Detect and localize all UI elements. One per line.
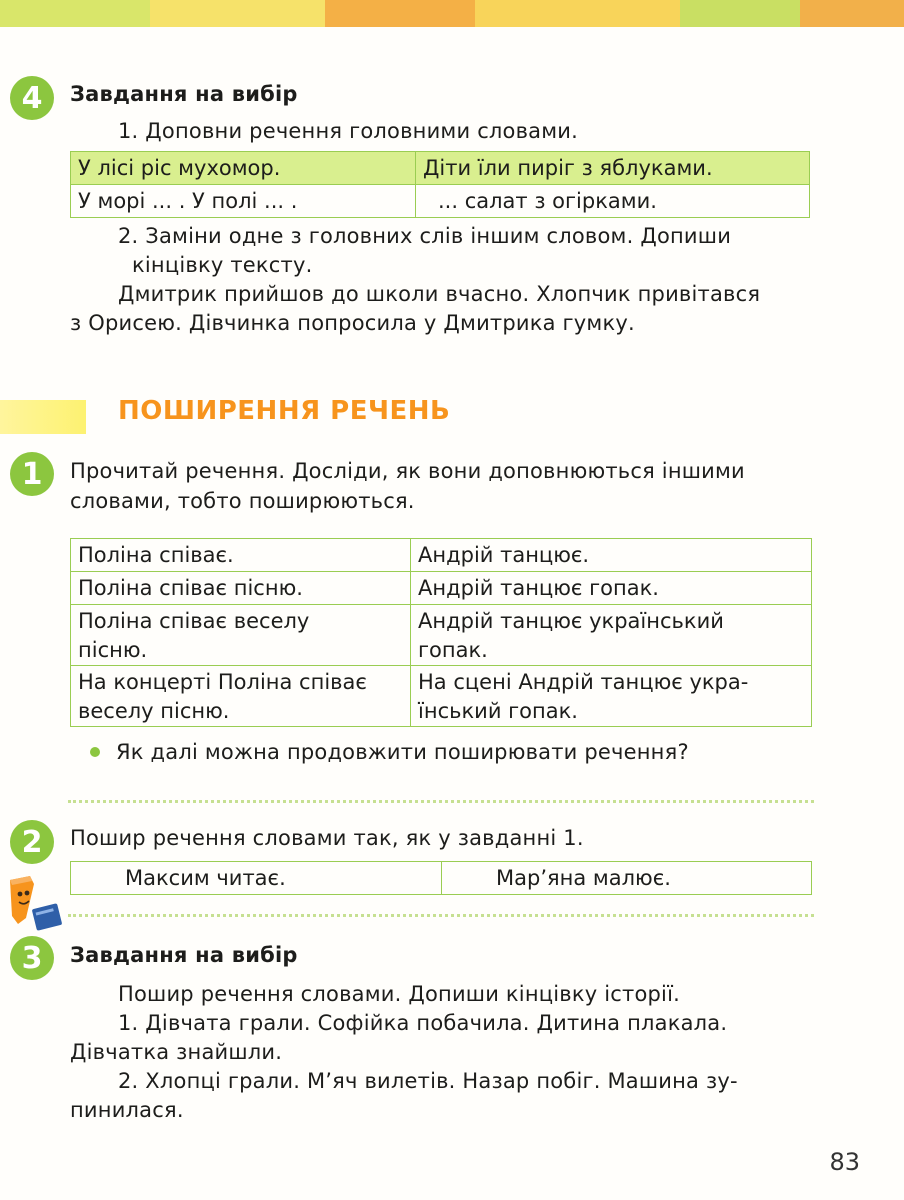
- task-item-2-cont: кінцівку тексту.: [132, 253, 313, 277]
- page-number: 83: [829, 1148, 860, 1176]
- dotted-divider: [68, 800, 814, 803]
- table-cell: Діти їли пиріг з яблуками.: [416, 152, 810, 185]
- task-title: Завдання на вибір: [70, 943, 298, 967]
- section-title: ПОШИРЕННЯ РЕЧЕНЬ: [118, 396, 451, 426]
- task-intro: Пошир речення словами. Допиши кінцівку історії.: [118, 982, 681, 1006]
- question-text: Як далі можна продовжити поширювати речення?: [116, 740, 689, 764]
- table-cell: [411, 605, 812, 666]
- table-cell: Поліна співає пісню.: [71, 572, 411, 605]
- table-cell: Андрій танцює гопак.: [411, 572, 812, 605]
- task4-table: [70, 151, 810, 218]
- table-cell: [71, 605, 411, 666]
- top-bar-segment: [800, 0, 904, 27]
- task-item-2: 2. Заміни одне з головних слів іншим словом. Допиши: [118, 224, 732, 248]
- pencil-book-icon: [4, 872, 66, 934]
- cell-line: Андрій танцює український: [418, 609, 724, 633]
- table-cell: [71, 666, 411, 727]
- task-item-1-cont: Дівчатка знайшли.: [70, 1040, 283, 1064]
- bullet-icon: [90, 747, 100, 757]
- table-row: [71, 862, 812, 895]
- table-cell: У лісі ріс мухомор.: [71, 152, 416, 185]
- cell-line: пісню.: [78, 638, 148, 662]
- task-text: Дмитрик прийшов до школи вчасно. Хлопчик привітався: [118, 282, 761, 306]
- table-row: [71, 152, 810, 185]
- table-row: [71, 572, 812, 605]
- task-number-badge: 1: [10, 452, 54, 496]
- table-row: [71, 666, 812, 727]
- cell-line: На концерті Поліна співає: [78, 670, 367, 694]
- table-cell: Максим читає.: [71, 862, 442, 895]
- task-text-cont: з Орисею. Дівчинка попросила у Дмитрика гумку.: [70, 311, 635, 335]
- heading-highlight: [0, 400, 86, 434]
- table-row: [71, 185, 810, 218]
- top-bar-segment: [475, 0, 680, 27]
- table-cell: Поліна співає.: [71, 539, 411, 572]
- cell-line: їнський гопак.: [418, 699, 578, 723]
- dotted-divider: [68, 914, 814, 917]
- task-item-2: 2. Хлопці грали. М’яч вилетів. Назар побіг. Машина зу-: [118, 1069, 738, 1093]
- table-cell: [411, 666, 812, 727]
- task-instruction: Прочитай речення. Досліди, як вони доповнюються іншими: [70, 459, 745, 483]
- top-bar-segment: [325, 0, 475, 27]
- cell-line: Поліна співає веселу: [78, 609, 310, 633]
- task-item-1: 1. Доповни речення головними словами.: [118, 119, 579, 143]
- task-number-badge: 2: [10, 820, 54, 864]
- top-color-bar: [0, 0, 904, 27]
- table-cell: ... салат з огірками.: [416, 185, 810, 218]
- task-instruction-cont: словами, тобто поширюються.: [70, 489, 415, 513]
- task-number-badge: 4: [10, 76, 54, 120]
- task-number-badge: 3: [10, 936, 54, 980]
- task-instruction: Пошир речення словами так, як у завданні 1.: [70, 826, 584, 850]
- top-bar-segment: [680, 0, 800, 27]
- cell-line: На сцені Андрій танцює укра-: [418, 670, 749, 694]
- table-cell: Андрій танцює.: [411, 539, 812, 572]
- table-row: [71, 605, 812, 666]
- task2-table: [70, 861, 812, 895]
- task-title: Завдання на вибір: [70, 82, 298, 106]
- task-item-1: 1. Дівчата грали. Софійка побачила. Дитина плакала.: [118, 1011, 728, 1035]
- top-bar-segment: [0, 0, 150, 27]
- task-item-2-cont: пинилася.: [70, 1098, 184, 1122]
- cell-line: гопак.: [418, 638, 488, 662]
- cell-line: веселу пісню.: [78, 699, 230, 723]
- table-cell: Мар’яна малює.: [442, 862, 812, 895]
- top-bar-segment: [150, 0, 325, 27]
- table-row: [71, 539, 812, 572]
- sentences-table: [70, 538, 812, 727]
- table-cell: У морі ... . У полі ... .: [71, 185, 416, 218]
